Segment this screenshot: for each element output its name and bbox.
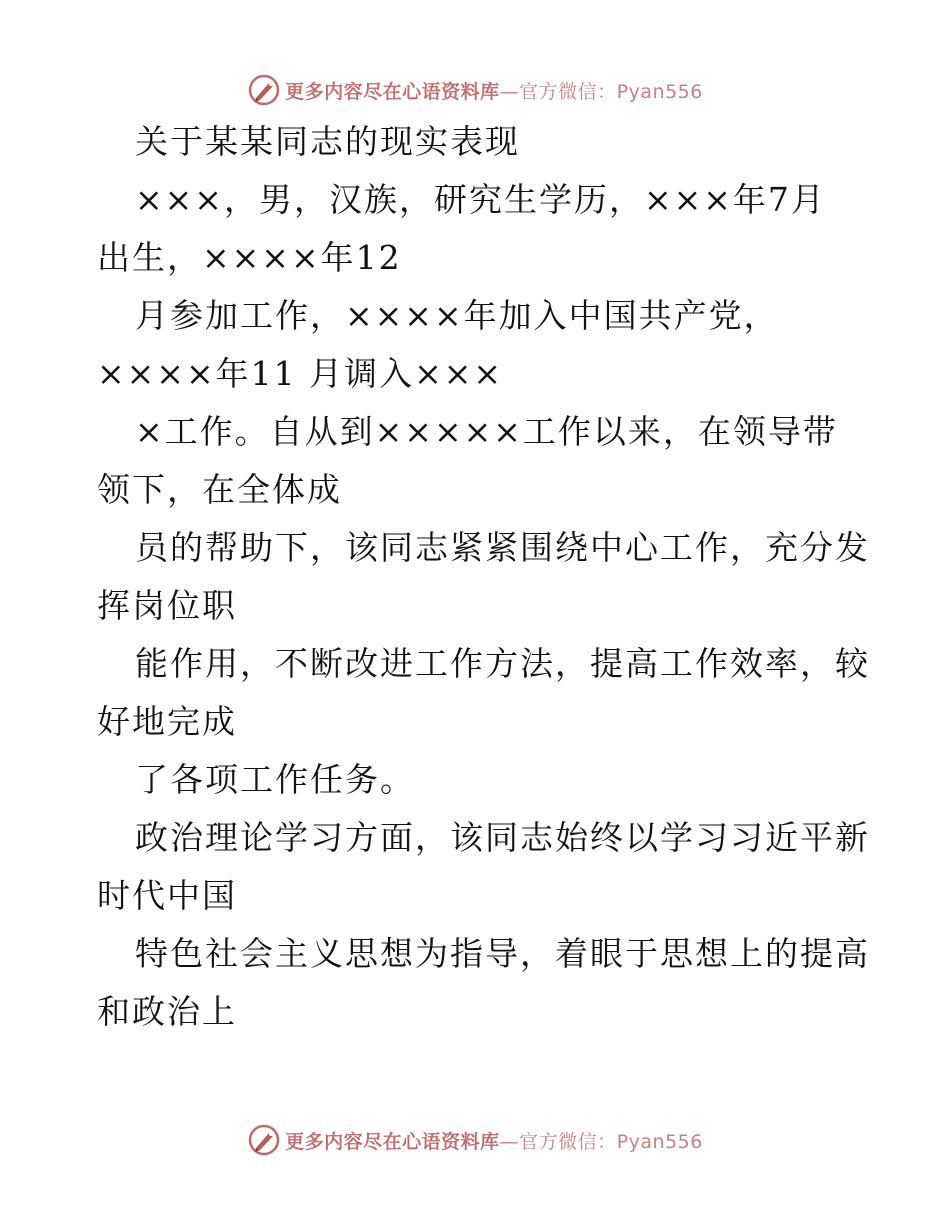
watermark-wechat-id: Pyan556 [616, 1130, 703, 1153]
text-line: 挥岗位职 [97, 586, 237, 625]
text-line: 和政治上 [97, 992, 237, 1031]
text-line: 了各项工作任务。 [135, 760, 415, 799]
watermark-site-text: 更多内容尽在心语资料库 [285, 80, 500, 103]
text-line: 领下，在全体成 [97, 470, 342, 509]
pen-logo-icon [247, 1123, 281, 1157]
text-line: 出生，××××年12 [97, 238, 402, 277]
text-line: ×××，男，汉族，研究生学历，×××年7月 [135, 180, 826, 219]
pen-logo-icon [247, 73, 281, 107]
text-line: 时代中国 [97, 876, 237, 915]
watermark-wechat-id: Pyan556 [616, 80, 703, 103]
text-line: 好地完成 [97, 702, 237, 741]
text-line: 政治理论学习方面，该同志始终以学习习近平新 [135, 818, 870, 857]
watermark-site-text: 更多内容尽在心语资料库 [285, 1130, 500, 1153]
text-line: 特色社会主义思想为指导，着眼于思想上的提高 [135, 934, 870, 973]
watermark-dash: — [499, 80, 520, 103]
document-title: 关于某某同志的现实表现 [135, 122, 520, 161]
text-line: 员的帮助下，该同志紧紧围绕中心工作，充分发 [135, 528, 870, 567]
text-line: ×工作。自从到×××××工作以来，在领导带 [135, 412, 838, 451]
watermark-wechat-label: 官方微信： [519, 1130, 617, 1153]
watermark-dash: — [499, 1130, 520, 1153]
text-line: 能作用，不断改进工作方法，提高工作效率，较 [135, 644, 870, 683]
footer-watermark [0, 1118, 950, 1162]
header-watermark [0, 68, 950, 112]
text-line: ××××年11 月调入××× [97, 354, 504, 393]
watermark-wechat-label: 官方微信： [519, 80, 617, 103]
text-line: 月参加工作，××××年加入中国共产党， [135, 296, 779, 335]
